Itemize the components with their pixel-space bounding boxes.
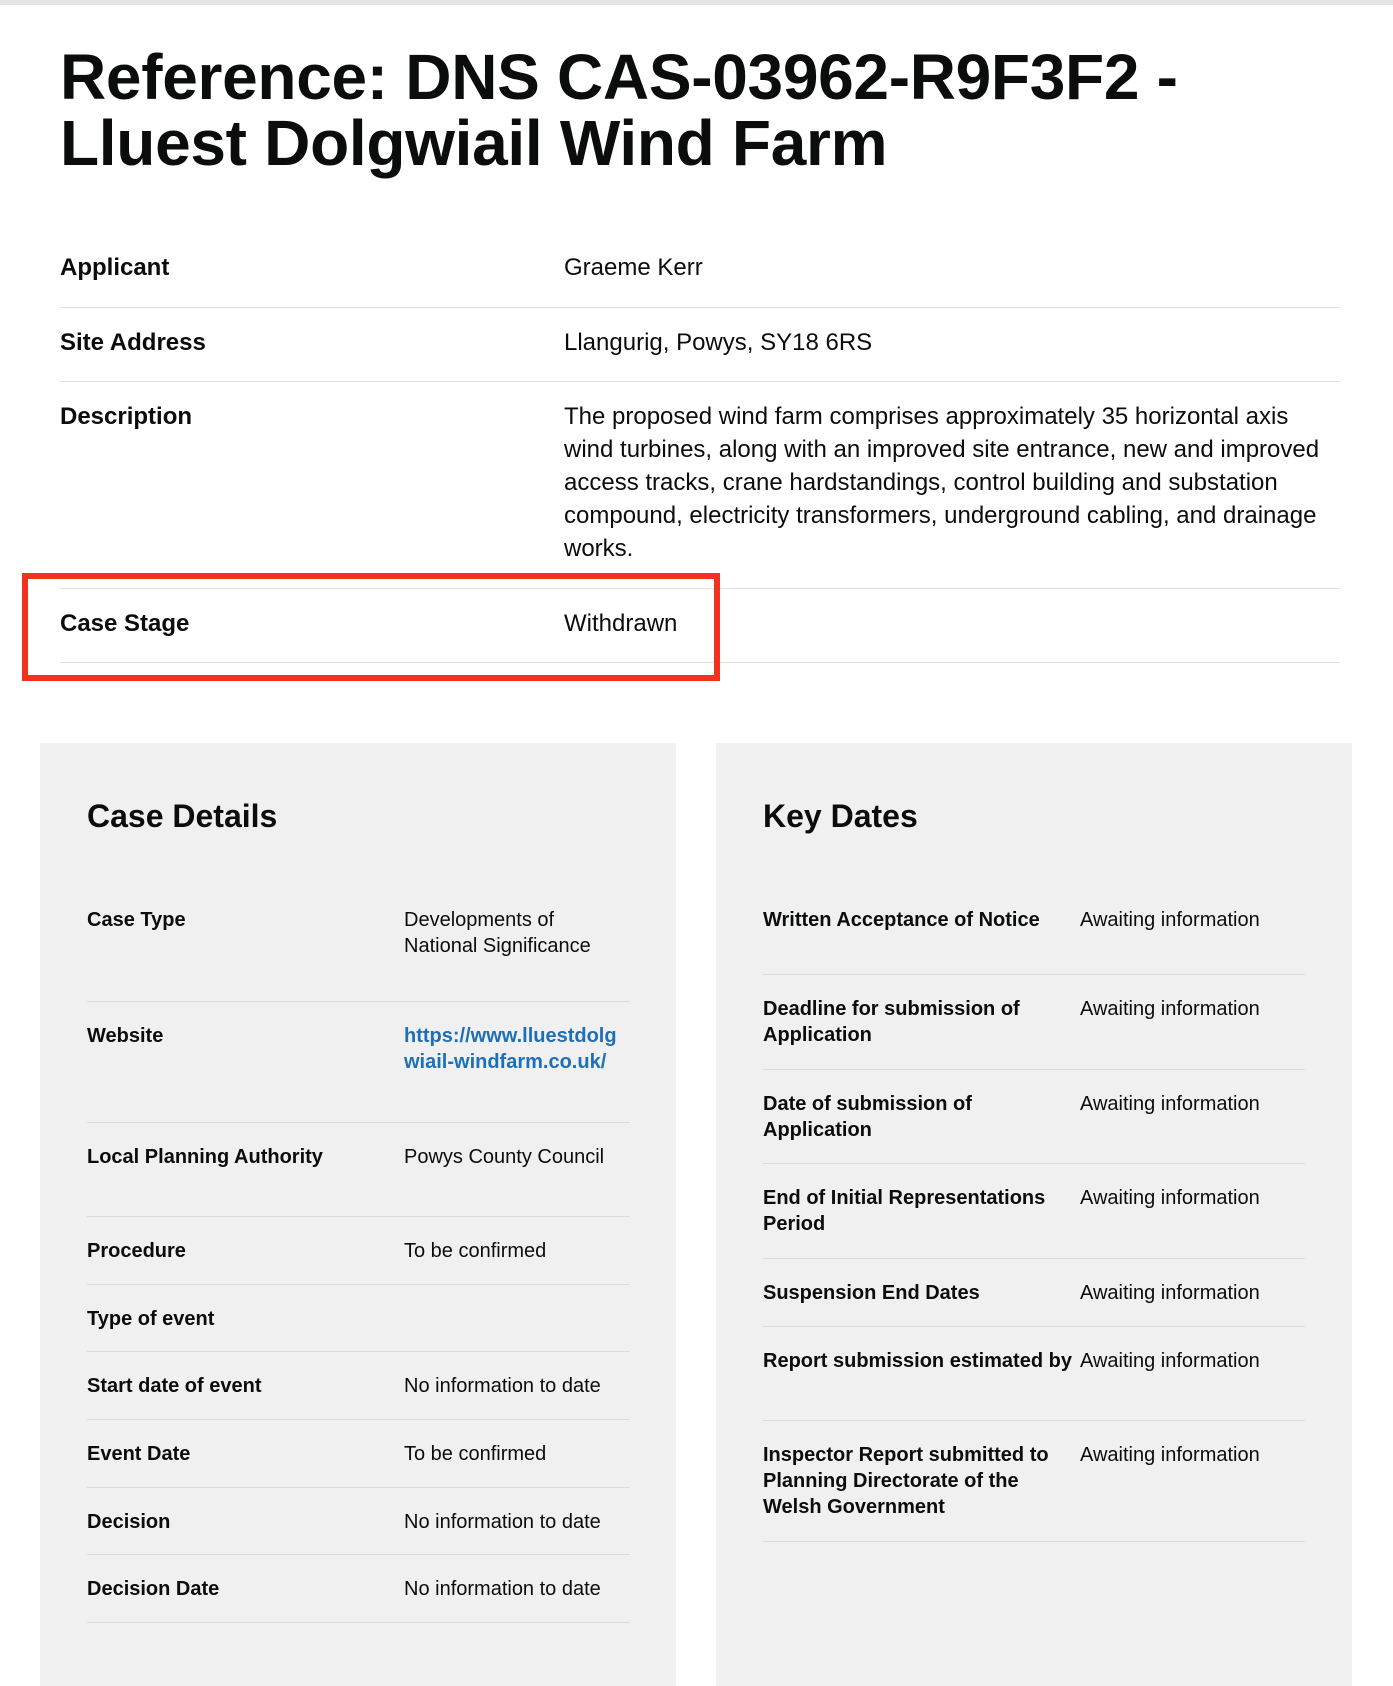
detail-row-decision-date	[87, 1555, 630, 1623]
detail-label: Decision	[87, 1511, 171, 1533]
summary-value: The proposed wind farm comprises approximately 35 horizontal axis wind turbines, along with an improved site entrance, new and improved access tracks, crane hardstandings, control building and substation compound, electricity transformers, underground cabling, and drainage works.	[564, 403, 1320, 562]
detail-row-website	[87, 1002, 630, 1123]
top-divider	[0, 0, 1393, 5]
date-value: Awaiting information	[1080, 998, 1260, 1020]
detail-label: Website	[87, 1025, 164, 1047]
date-value: Awaiting information	[1080, 1350, 1260, 1372]
date-label: End of Initial Representations Period	[763, 1187, 1046, 1235]
detail-label: Local Planning Authority	[87, 1146, 323, 1168]
detail-value	[404, 1306, 630, 1351]
page-title: Reference: DNS CAS-03962-R9F3F2 - Lluest Dolgwiail Wind Farm	[60, 41, 1178, 179]
detail-label: Start date of event	[87, 1375, 262, 1397]
date-row-report-submission	[763, 1327, 1305, 1421]
date-value: Awaiting information	[1080, 1444, 1260, 1466]
detail-value: No information to date	[404, 1511, 601, 1533]
date-value: Awaiting information	[1080, 1282, 1260, 1304]
summary-label: Applicant	[60, 254, 170, 281]
date-label: Inspector Report submitted to Planning Directorate of the Welsh Government	[763, 1444, 1049, 1518]
detail-row-case-type	[87, 907, 630, 1002]
date-label: Report submission estimated by	[763, 1350, 1072, 1372]
date-row-end-initial-representations	[763, 1164, 1305, 1259]
summary-row-description	[60, 382, 1340, 589]
date-value: Awaiting information	[1080, 1093, 1260, 1115]
key-dates-heading: Key Dates	[763, 798, 918, 834]
detail-value: Developments of National Significance	[404, 909, 591, 957]
detail-value: Powys County Council	[404, 1146, 605, 1168]
detail-value: To be confirmed	[404, 1240, 547, 1262]
date-row-suspension-end	[763, 1259, 1305, 1327]
summary-label: Description	[60, 403, 193, 430]
date-value: Awaiting information	[1080, 909, 1260, 931]
case-details-list	[87, 907, 630, 1623]
summary-row-site-address	[60, 308, 1340, 382]
detail-row-type-of-event	[87, 1285, 630, 1352]
date-row-written-acceptance	[763, 907, 1305, 975]
case-stage-highlight-box	[22, 573, 720, 681]
summary-value: Withdrawn	[564, 610, 678, 637]
date-row-date-of-submission	[763, 1070, 1305, 1164]
detail-value: No information to date	[404, 1578, 601, 1600]
case-details-panel	[40, 743, 676, 1686]
detail-value	[404, 1023, 630, 1122]
detail-row-decision	[87, 1488, 630, 1555]
summary-value: Llangurig, Powys, SY18 6RS	[564, 329, 873, 356]
date-row-inspector-report	[763, 1421, 1305, 1542]
detail-label: Type of event	[87, 1308, 215, 1330]
summary-label: Case Stage	[60, 610, 190, 637]
detail-label: Decision Date	[87, 1578, 220, 1600]
detail-row-procedure	[87, 1217, 630, 1285]
date-label: Suspension End Dates	[763, 1282, 980, 1304]
summary-row-applicant	[60, 233, 1340, 308]
detail-row-event-date	[87, 1420, 630, 1488]
website-link[interactable]: https://www.lluestdolgwiail-windfarm.co.uk/	[404, 1025, 617, 1073]
detail-label: Procedure	[87, 1240, 186, 1262]
case-details-heading: Case Details	[87, 798, 278, 834]
summary-value: Graeme Kerr	[564, 254, 703, 281]
date-label: Deadline for submission of Application	[763, 998, 1020, 1046]
detail-label: Event Date	[87, 1443, 191, 1465]
key-dates-panel	[716, 743, 1352, 1686]
detail-value: To be confirmed	[404, 1443, 547, 1465]
detail-label: Case Type	[87, 909, 186, 931]
key-dates-list	[763, 907, 1305, 1542]
summary-label: Site Address	[60, 329, 206, 356]
date-value: Awaiting information	[1080, 1187, 1260, 1209]
detail-row-local-planning-authority	[87, 1123, 630, 1217]
date-row-deadline-submission	[763, 975, 1305, 1070]
detail-row-start-date-of-event	[87, 1352, 630, 1420]
date-label: Written Acceptance of Notice	[763, 909, 1040, 931]
detail-value: No information to date	[404, 1375, 601, 1397]
date-label: Date of submission of Application	[763, 1093, 972, 1141]
